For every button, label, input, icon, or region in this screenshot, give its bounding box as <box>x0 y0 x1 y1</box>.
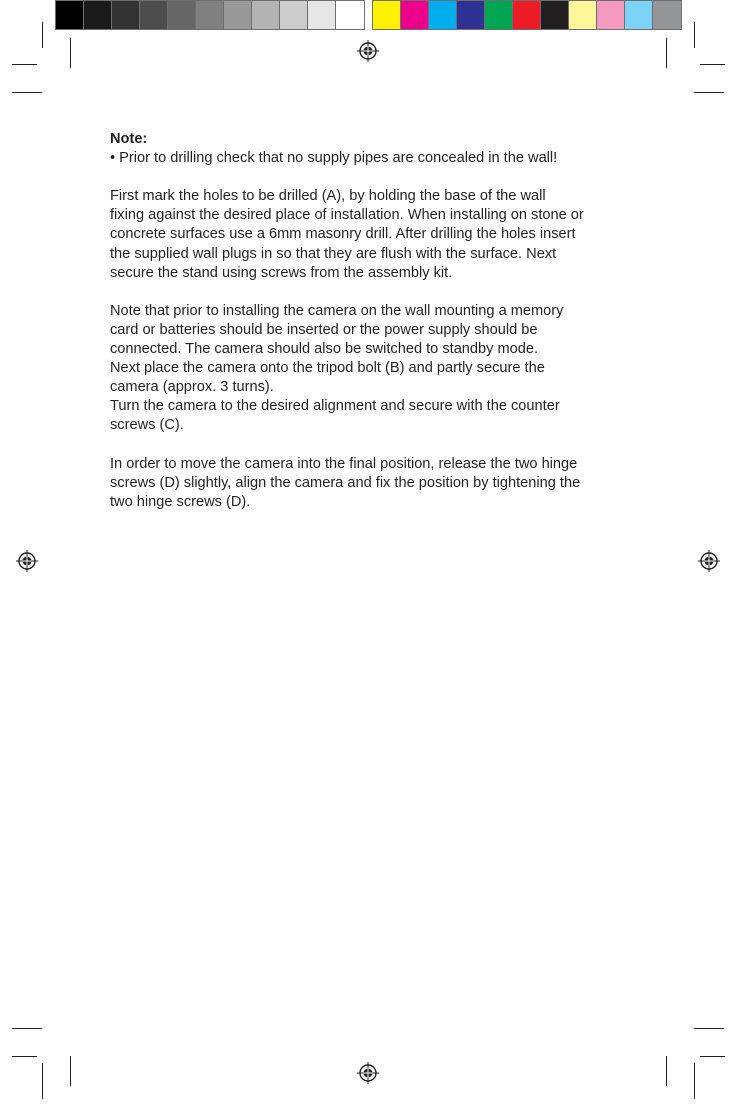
color-patch <box>401 1 429 29</box>
color-patch <box>625 1 653 29</box>
text-line: First mark the holes to be drilled (A), by holding the base of the wall <box>110 188 546 205</box>
text-line: Turn the camera to the desired alignment and secure with the counter <box>110 398 560 415</box>
color-patch <box>84 1 112 29</box>
note-title: Note: <box>110 131 148 147</box>
text-line: the supplied wall plugs in so that they are flush with the surface. Next <box>110 245 557 262</box>
text-line: screws (C). <box>110 417 184 434</box>
text-line: screws (D) slightly, align the camera and fix the position by tightening the <box>110 474 581 491</box>
crop-mark <box>700 64 725 65</box>
paragraph-mounting <box>110 187 640 282</box>
color-patch <box>252 1 280 29</box>
instruction-text <box>110 130 640 531</box>
color-patch <box>569 1 597 29</box>
crop-mark <box>12 1056 37 1057</box>
paragraph-final-position <box>110 455 640 512</box>
registration-mark-icon <box>16 550 38 572</box>
note-bullet: • Prior to drilling check that no supply pipes are concealed in the wall! <box>110 150 558 167</box>
color-patch <box>140 1 168 29</box>
registration-mark-icon <box>357 40 379 62</box>
crop-mark <box>12 92 42 93</box>
color-patch <box>429 1 457 29</box>
text-line: Next place the camera onto the tripod bolt (B) and partly secure the <box>110 360 545 377</box>
crop-mark <box>694 22 695 48</box>
note-block <box>110 130 640 168</box>
text-line: two hinge screws (D). <box>110 493 251 510</box>
crop-mark <box>12 64 37 65</box>
color-patch <box>457 1 485 29</box>
crop-mark <box>666 38 667 68</box>
color-patch <box>597 1 625 29</box>
crop-mark <box>42 1063 43 1099</box>
color-patch <box>280 1 308 29</box>
crop-mark <box>694 1028 724 1029</box>
text-line: camera (approx. 3 turns). <box>110 379 274 396</box>
color-patches <box>372 0 682 30</box>
color-patch <box>196 1 224 29</box>
text-line: concrete surfaces use a 6mm masonry drill. After drilling the holes insert <box>110 226 576 243</box>
text-line: connected. The camera should also be switched to standby mode. <box>110 341 539 358</box>
color-patch <box>513 1 541 29</box>
grayscale-patches <box>55 0 365 30</box>
color-patch <box>373 1 401 29</box>
color-patch <box>112 1 140 29</box>
print-color-bar <box>55 0 682 30</box>
crop-mark <box>700 1056 725 1057</box>
color-patch <box>224 1 252 29</box>
crop-mark <box>12 1028 42 1029</box>
color-patch <box>336 1 364 29</box>
color-patch <box>168 1 196 29</box>
color-patch <box>485 1 513 29</box>
color-patch <box>541 1 569 29</box>
paragraph-camera-install <box>110 302 640 436</box>
text-line: Note that prior to installing the camera on the wall mounting a memory <box>110 302 564 319</box>
color-patch <box>56 1 84 29</box>
text-line: secure the stand using screws from the assembly kit. <box>110 264 453 281</box>
text-line: fixing against the desired place of installation. When installing on stone or <box>110 207 584 224</box>
crop-mark <box>70 1056 71 1086</box>
color-patch <box>653 1 681 29</box>
text-line: In order to move the camera into the final position, release the two hinge <box>110 455 578 472</box>
crop-mark <box>694 1063 695 1099</box>
crop-mark <box>42 22 43 48</box>
crop-mark <box>666 1056 667 1086</box>
registration-mark-icon <box>698 550 720 572</box>
color-patch <box>308 1 336 29</box>
registration-mark-icon <box>357 1062 379 1084</box>
crop-mark <box>694 92 724 93</box>
crop-mark <box>70 38 71 68</box>
text-line: card or batteries should be inserted or the power supply should be <box>110 321 538 338</box>
